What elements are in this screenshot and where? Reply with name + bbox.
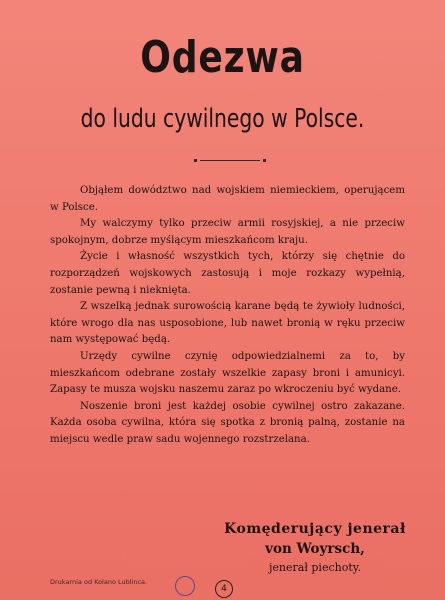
proclamation-body — [50, 183, 405, 449]
paragraph: Noszenie broni jest każdej osobie cywilnej ostro zakazane. Każda osoba cywilna, która się spotka z bronią palną, zostanie na miejscu wedle praw sadu wojennego rozstrzelana. — [50, 400, 405, 445]
paragraph: Urzędy cywilne czynię odpowiedzialnemi za to, by mieszkańcom odebrane zostały wszelkie zapasy broni i amunicyi. Zapasy te musza wojsku naszemu zaraz po wkroczeniu być wydane. — [50, 350, 405, 396]
poster-subtitle: do ludu cywilnego w Polsce. — [80, 104, 365, 134]
paragraph: Objąłem dowództwo nad wojskiem niemieckiem, operującem w Polsce. — [50, 185, 405, 213]
catalog-mark: 4 — [215, 580, 233, 598]
printer-imprint: Drukarnia od Kolano Lublinca. — [50, 578, 148, 586]
signature-block — [215, 521, 415, 574]
library-stamp — [175, 576, 195, 596]
paragraph: My walczymy tylko przeciw armii rosyjskiej, a nie przeciw spokojnym, dobrze myślącym mieszkańcom kraju. — [50, 218, 405, 246]
paragraph: Życie i własność wszystkich tych, którzy się chętnie do rozporządzeń wojskowych zastosują i moje rozkazy wypełnią, zostanie pewną i nieknięta. — [50, 251, 405, 296]
signature-name: von Woyrsch, — [265, 541, 365, 557]
paragraph: Z wszelką jednak surowością karane będą te żywioły ludności, które wrogo dla nas usposobione, lub nawet bronią w ręku przeciw nam występować będą. — [50, 301, 405, 346]
ornament-divider — [200, 160, 260, 161]
signature-rank: Komęderujący jenerał — [224, 521, 406, 537]
poster-title: Odezwa — [140, 32, 305, 83]
signature-role: jenerał piechoty. — [268, 561, 361, 574]
